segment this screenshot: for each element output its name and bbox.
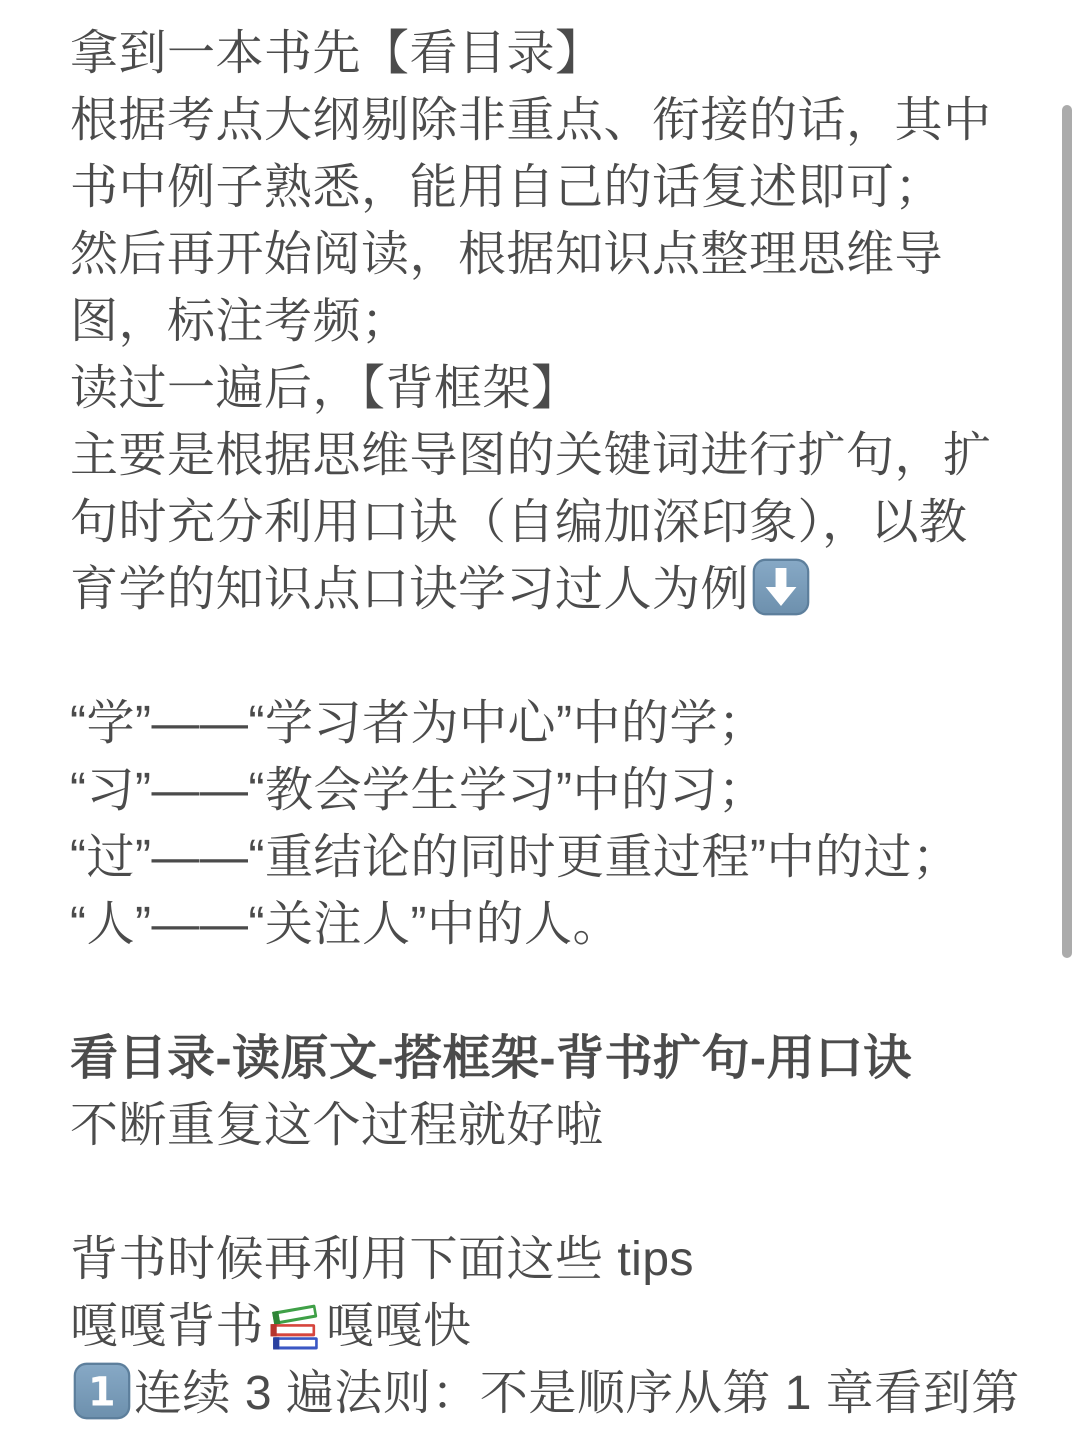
text-line: 句时充分利用口诀（自编加深印象），以教 bbox=[70, 496, 968, 549]
scrollbar-thumb[interactable] bbox=[1062, 105, 1072, 958]
down-arrow-emoji bbox=[752, 558, 810, 616]
text-segment: 嘎嘎背书 bbox=[70, 1300, 265, 1353]
tips-intro-line: 背书时候再利用下面这些 tips bbox=[70, 1233, 695, 1286]
text-line: 然后再开始阅读，根据知识点整理思维导 bbox=[70, 228, 944, 281]
mnemonic-line: “过”——“重结论的同时更重过程”中的过； bbox=[70, 831, 961, 884]
keycap-digit: 1 bbox=[87, 1369, 117, 1416]
tips-gaga-line bbox=[70, 1293, 1020, 1360]
summary-bold-line: 看目录-读原文-搭框架-背书扩句-用口诀 bbox=[70, 1032, 912, 1085]
text-line: 拿到一本书先【看目录】 bbox=[70, 27, 604, 80]
mnemonic-line: “人”——“关注人”中的人。 bbox=[70, 898, 621, 951]
mnemonic-line: “习”——“教会学生学习”中的习； bbox=[70, 764, 767, 817]
text-segment: 嘎嘎快 bbox=[326, 1300, 472, 1353]
text-segment: 育学的知识点口诀学习过人为例 bbox=[70, 563, 750, 616]
keycap-1-emoji bbox=[73, 1362, 131, 1420]
text-line: 读过一遍后，【背框架】 bbox=[70, 362, 580, 415]
text-line: 主要是根据思维导图的关键词进行扩句，扩 bbox=[70, 429, 992, 482]
mnemonic-line: “学”——“学习者为中心”中的学； bbox=[70, 697, 767, 750]
blank-line bbox=[70, 1159, 1020, 1226]
summary-line: 不断重复这个过程就好啦 bbox=[70, 1099, 604, 1152]
blank-line bbox=[70, 958, 1020, 1025]
text-line: 根据考点大纲剔除非重点、衔接的话，其中 bbox=[70, 94, 992, 147]
text-line: 图，标注考频； bbox=[70, 295, 410, 348]
text-line: 书中例子熟悉，能用自己的话复述即可； bbox=[70, 161, 944, 214]
blank-line bbox=[70, 623, 1020, 690]
note-body bbox=[70, 20, 1020, 1427]
tips-rule1-line bbox=[70, 1360, 1020, 1427]
text-segment: 连续 3 遍法则：不是顺序从第 1 章看到第 bbox=[134, 1367, 1020, 1420]
text-line bbox=[70, 556, 1020, 623]
books-emoji bbox=[267, 1297, 323, 1353]
